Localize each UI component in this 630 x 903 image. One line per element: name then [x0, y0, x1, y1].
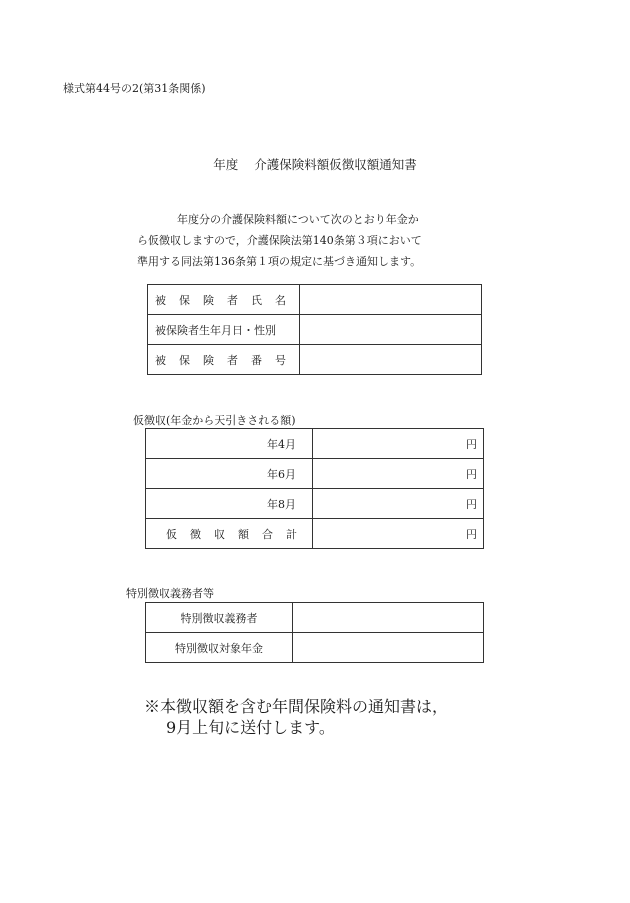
obligor-field[interactable]	[293, 603, 484, 633]
provisional-section-heading: 仮徴収(年金から天引きされる額)	[133, 414, 296, 427]
intro-paragraph	[137, 209, 457, 272]
title-year-label: 年度	[213, 157, 239, 172]
insured-name-label: 被保険者氏名	[148, 285, 300, 315]
august-amount-field[interactable]: 円	[313, 489, 484, 519]
intro-line-1: 年度分の介護保険料額について次のとおり年金か	[177, 213, 419, 226]
insured-info-table	[147, 284, 482, 375]
table-row	[146, 633, 484, 663]
form-number: 様式第44号の2(第31条関係)	[63, 82, 206, 95]
table-row	[146, 429, 484, 459]
target-pension-label: 特別徴収対象年金	[146, 633, 293, 663]
total-label: 仮徴収額合計	[146, 519, 313, 549]
total-amount-field[interactable]: 円	[313, 519, 484, 549]
insured-number-field[interactable]	[300, 345, 482, 375]
table-row	[148, 285, 482, 315]
title-main: 介護保険料額仮徴収額通知書	[254, 157, 417, 172]
table-row	[146, 603, 484, 633]
obligor-label: 特別徴収義務者	[146, 603, 293, 633]
page-title	[0, 155, 630, 173]
obligor-section-heading: 特別徴収義務者等	[126, 587, 214, 600]
table-row	[146, 459, 484, 489]
table-row	[146, 489, 484, 519]
april-label: 年4月	[146, 429, 313, 459]
insured-birthdate-sex-label: 被保険者生年月日・性別	[148, 315, 300, 345]
table-row	[148, 345, 482, 375]
insured-number-label: 被保険者番号	[148, 345, 300, 375]
intro-line-2: ら仮徴収しますので，介護保険法第140条第３項において	[137, 234, 422, 247]
june-label: 年6月	[146, 459, 313, 489]
table-row	[148, 315, 482, 345]
insured-birthdate-sex-field[interactable]	[300, 315, 482, 345]
table-row	[146, 519, 484, 549]
insured-name-field[interactable]	[300, 285, 482, 315]
june-amount-field[interactable]: 円	[313, 459, 484, 489]
august-label: 年8月	[146, 489, 313, 519]
notice-note	[144, 696, 448, 738]
note-line-2: 9月上旬に送付します。	[166, 718, 335, 737]
note-line-1: ※本徴収額を含む年間保険料の通知書は，	[144, 697, 449, 716]
intro-line-3: 準用する同法第136条第１項の規定に基づき通知します。	[137, 255, 422, 268]
special-collection-table	[145, 602, 484, 663]
april-amount-field[interactable]: 円	[313, 429, 484, 459]
target-pension-field[interactable]	[293, 633, 484, 663]
provisional-collection-table	[145, 428, 484, 549]
